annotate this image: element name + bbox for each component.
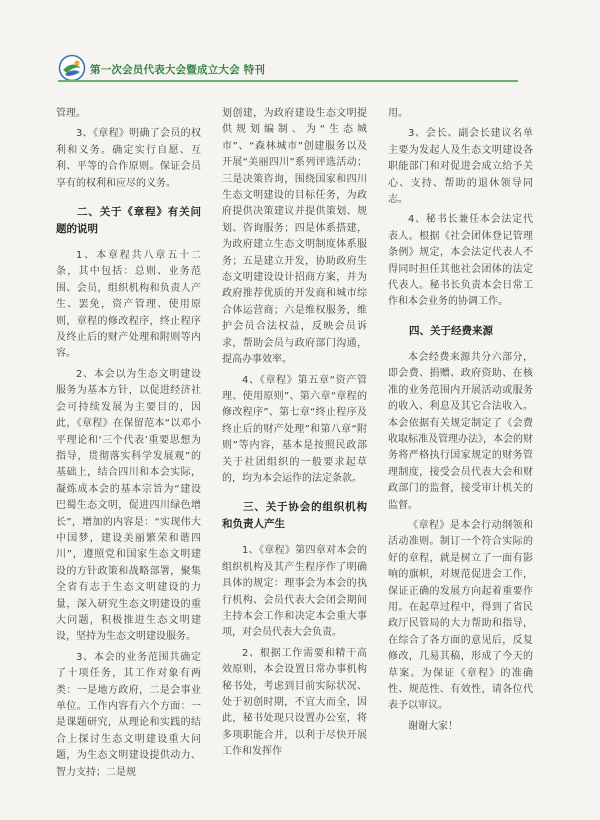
paragraph: 管理。 — [56, 108, 86, 119]
section-heading: 二、关于《章程》有关问题的说明 — [56, 206, 201, 236]
text-column-3 — [388, 106, 533, 739]
paragraph: 3、本会的业务范围共确定了十项任务，其工作对象有两类：一是地方政府，二是会事业单位。工作内容有六个方面：一是课题研究，从理论和实践的结合上探讨生态文明建设重大问题，为生态文明建设提供动力、智力支持；二是规 — [56, 651, 201, 778]
paragraph: 1、本章程共八章五十二条，其中包括：总则、业务范围、会员，组织机构和负责人产生、罢免，资产管理、使用原则，章程的修改程序，终止程序及终止后的财产处理和附则等内容。 — [56, 250, 201, 360]
paragraph: 4、《章程》第五章“资产管理、使用原则”、第六章“章程的修改程序”、第七章“终止程序及终止后的财产处理”和第八章“附则”等内容，基本是按照民政部关于社团组织的一般要求起草的，均为本会运作的法定条款。 — [222, 374, 367, 484]
paragraph: 2、本会以为生态文明建设服务为基本方针，以促进经济社会可持续发展为主要目的，因此，《章程》在保留范本“以邓小平理论和‘三个代表’重要思想为指导，贯彻落实科学发展观”的基础上，结合四川和本会实际，凝炼成本会的基本宗旨为“建设巴蜀生态文明，促进四川绿色增长”，增加的内容是：“实现伟大中国梦，建设美丽繁荣和谐四川”，遵照党和国家生态文明建设的方针政策和战略部署，聚集全省有志于生态文明建设的力量，深入研究生态文明建设的重大问题，积极推进生态文明建设，坚持为生态文明建设服务。 — [56, 368, 201, 643]
section-heading: 四、关于经费来源 — [409, 324, 493, 337]
header-divider — [58, 80, 518, 82]
paragraph: 3、会长、副会长建议名单主要为发起人及生态文明建设各职能部门和对促进会成立给予关心、支持、帮助的退休领导同志。 — [388, 128, 533, 206]
paragraph: 用。 — [388, 108, 408, 119]
paragraph: 3、《章程》明确了会员的权利和义务。确定实行自愿、互利、平等的合作原则。保证会员享有的权利和应尽的义务。 — [56, 128, 201, 189]
paragraph: 4、秘书长兼任本会法定代表人。根据《社会团体登记管理条例》规定，本会法定代表人不得同时担任其他社会团体的法定代表人。秘书长负责本会日常工作和本会业务的协调工作。 — [388, 214, 533, 308]
page-header — [0, 0, 600, 110]
section-heading: 三、关于协会的组织机构和负责人产生 — [222, 501, 367, 531]
paragraph: 1、《章程》第四章对本会的组织机构及其产生程序作了明确具体的规定：理事会为本会的执行机构、会员代表大会闭会期间主持本会工作和决定本会重大事项，对会员代表大会负责。 — [222, 545, 367, 639]
text-column-1 — [56, 106, 201, 785]
association-logo-icon — [58, 54, 86, 82]
paragraph: 划创建，为政府建设生态文明提供规划编制、为“生态城市”、“森林城市”创建服务以及开展“美丽四川”系列评选活动；三是决策咨询，围绕国家和四川生态文明建设的目标任务，为政府提供决策建议并提供策划、规划、咨询服务；四是体系搭建，为政府建立生态文明制度体系服务；五是建立开发，协助政府生态文明建设设计招商方案，并为政府推荐优质的开发商和城市综合体运营商；六是维权服务，维护会员合法权益，反映会员诉求，帮助会员与政府部门沟通，提高办事效率。 — [222, 108, 367, 366]
closing-line: 谢谢大家！ — [408, 720, 458, 732]
text-column-2 — [222, 106, 367, 765]
header-title: 第一次会员代表大会暨成立大会 特刊 — [90, 64, 266, 76]
paragraph: 《章程》是本会行动纲领和活动准则。制订一个符合实际的好的章程，就是树立了一面有影响的旗帜，对规范促进会工作，保证正确的发展方向起着重要作用。在起草过程中，得到了省民政厅民管局的大力帮助和指导，在综合了各方面的意见后，反复修改，几易其稿，形成了今天的草案。为保证《章程》的准确性、规范性、有效性，请各位代表予以审议。 — [388, 519, 533, 712]
paragraph: 2、根据工作需要和精干高效原则，本会设置日常办事机构秘书处，考虑到目前实际状况、处于初创时期，不宜大而全，因此，秘书处现只设置办公室，将多项职能合并，以利于尽快开展工作和发挥作 — [222, 647, 367, 758]
paragraph: 本会经费来源共分六部分，即会费、捐赠、政府资助、在核准的业务范围内开展活动或服务的收入、利息及其它合法收入。本会依据有关规定制定了《会费收取标准及管理办法》，本会的财务将严格执行国家规定的财务管理制度，接受会员代表大会和财政部门的监督，接受审计机关的监督。 — [388, 351, 533, 511]
